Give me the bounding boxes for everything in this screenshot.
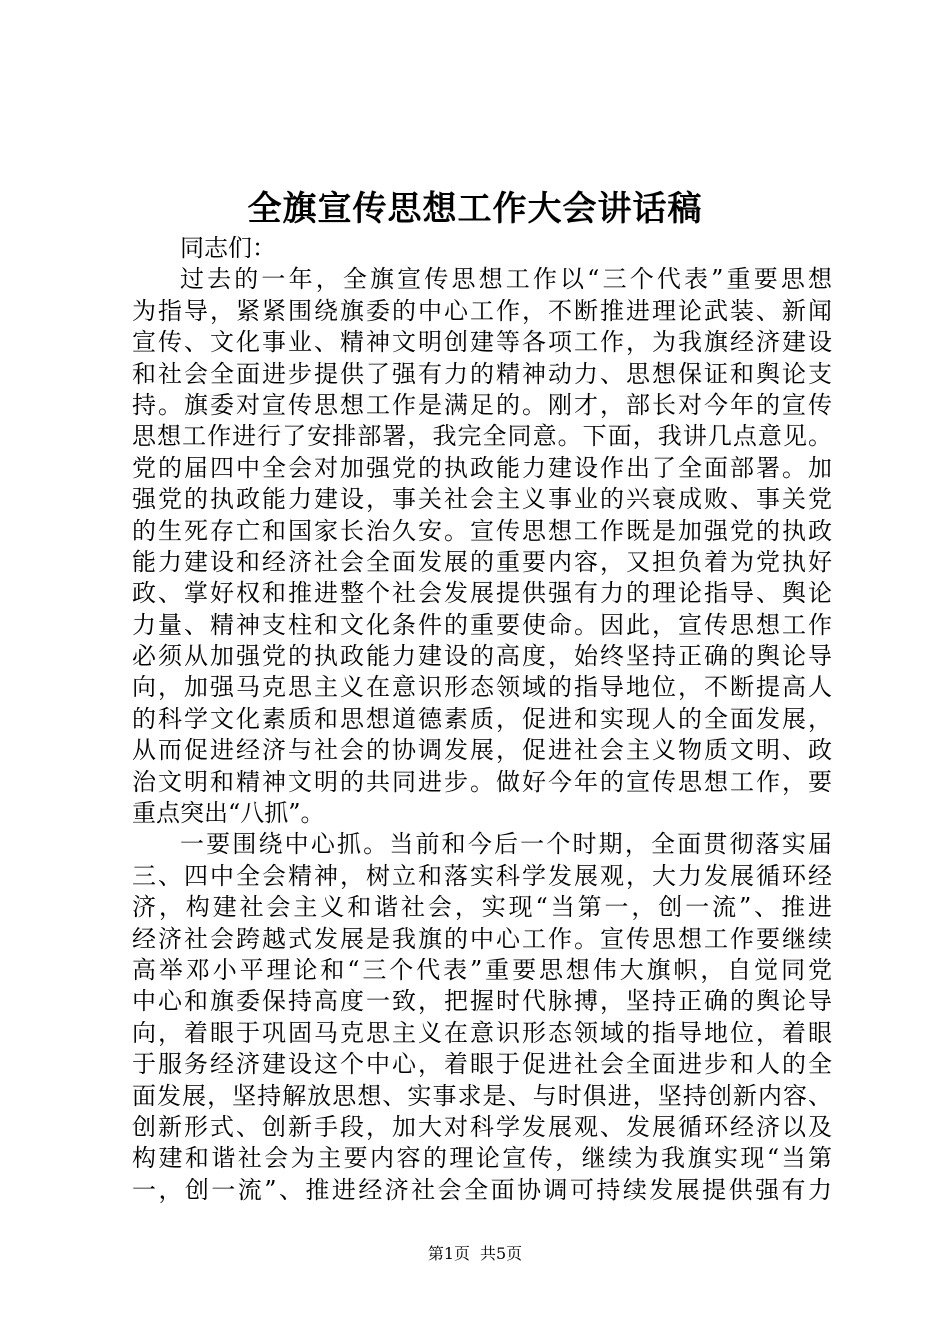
paragraph-line: 中心和旗委保持高度一致，把握时代脉搏，坚持正确的舆论导	[132, 987, 832, 1016]
paragraph-line: 的科学文化素质和思想道德素质，促进和实现人的全面发展，	[132, 704, 832, 733]
paragraph-line: 政、掌好权和推进整个社会发展提供强有力的理论指导、舆论	[132, 579, 832, 608]
page-footer	[0, 1243, 950, 1265]
paragraph-line: 过去的一年，全旗宣传思想工作以“三个代表”重要思想	[180, 265, 832, 294]
paragraph-line: 必须从加强党的执政能力建设的高度，始终坚持正确的舆论导	[132, 642, 832, 671]
paragraph-line: 能力建设和经济社会全面发展的重要内容，又担负着为党执好	[132, 547, 832, 576]
paragraph-line: 治文明和精神文明的共同进步。做好今年的宣传思想工作，要	[132, 767, 832, 796]
paragraph-line: 重点突出“八抓”。	[132, 799, 325, 828]
page-number: 第1页	[427, 1244, 470, 1263]
paragraph-line: 力量、精神支柱和文化条件的重要使命。因此，宣传思想工作	[132, 610, 832, 639]
paragraph-line: 向，加强马克思主义在意识形态领域的指导地位，不断提高人	[132, 673, 832, 702]
paragraph-line: 为指导，紧紧围绕旗委的中心工作，不断推进理论武装、新闻	[132, 296, 832, 325]
paragraph-line: 向，着眼于巩固马克思主义在意识形态领域的指导地位，着眼	[132, 1018, 832, 1047]
paragraph-line: 济，构建社会主义和谐社会，实现“当第一，创一流”、推进	[132, 893, 832, 922]
salutation-line: 同志们：	[180, 234, 276, 262]
document-title: 全旗宣传思想工作大会讲话稿	[247, 189, 703, 229]
paragraph-line: 一要围绕中心抓。当前和今后一个时期，全面贯彻落实届	[180, 830, 832, 859]
paragraph-line: 持。旗委对宣传思想工作是满足的。刚才，部长对今年的宣传	[132, 390, 832, 419]
paragraph-line: 党的届四中全会对加强党的执政能力建设作出了全面部署。加	[132, 453, 832, 482]
paragraph-line: 从而促进经济与社会的协调发展，促进社会主义物质文明、政	[132, 736, 832, 765]
paragraph-line: 于服务经济建设这个中心，着眼于促进社会全面进步和人的全	[132, 1050, 832, 1079]
paragraph-line: 和社会全面进步提供了强有力的精神动力、思想保证和舆论支	[132, 359, 832, 388]
document-body	[132, 233, 832, 1206]
paragraph-line: 经济社会跨越式发展是我旗的中心工作。宣传思想工作要继续	[132, 924, 832, 953]
paragraph-line: 构建和谐社会为主要内容的理论宣传，继续为我旗实现“当第	[132, 1144, 832, 1173]
page-total: 共5页	[480, 1244, 523, 1263]
paragraph-line: 思想工作进行了安排部署，我完全同意。下面，我讲几点意见。	[132, 422, 832, 451]
paragraph-line: 宣传、文化事业、精神文明创建等各项工作，为我旗经济建设	[132, 328, 832, 357]
paragraph-line: 强党的执政能力建设，事关社会主义事业的兴衰成败、事关党	[132, 485, 832, 514]
paragraph-line: 三、四中全会精神，树立和落实科学发展观，大力发展循环经	[132, 861, 832, 890]
paragraph-line: 一，创一流”、推进经济社会全面协调可持续发展提供强有力	[132, 1175, 832, 1204]
paragraph-line: 面发展，坚持解放思想、实事求是、与时俱进，坚持创新内容、	[132, 1081, 832, 1110]
paragraph-line: 的生死存亡和国家长治久安。宣传思想工作既是加强党的执政	[132, 516, 832, 545]
paragraph-line: 创新形式、创新手段，加大对科学发展观、发展循环经济以及	[132, 1112, 832, 1141]
paragraph-line: 高举邓小平理论和“三个代表”重要思想伟大旗帜，自觉同党	[132, 955, 832, 984]
